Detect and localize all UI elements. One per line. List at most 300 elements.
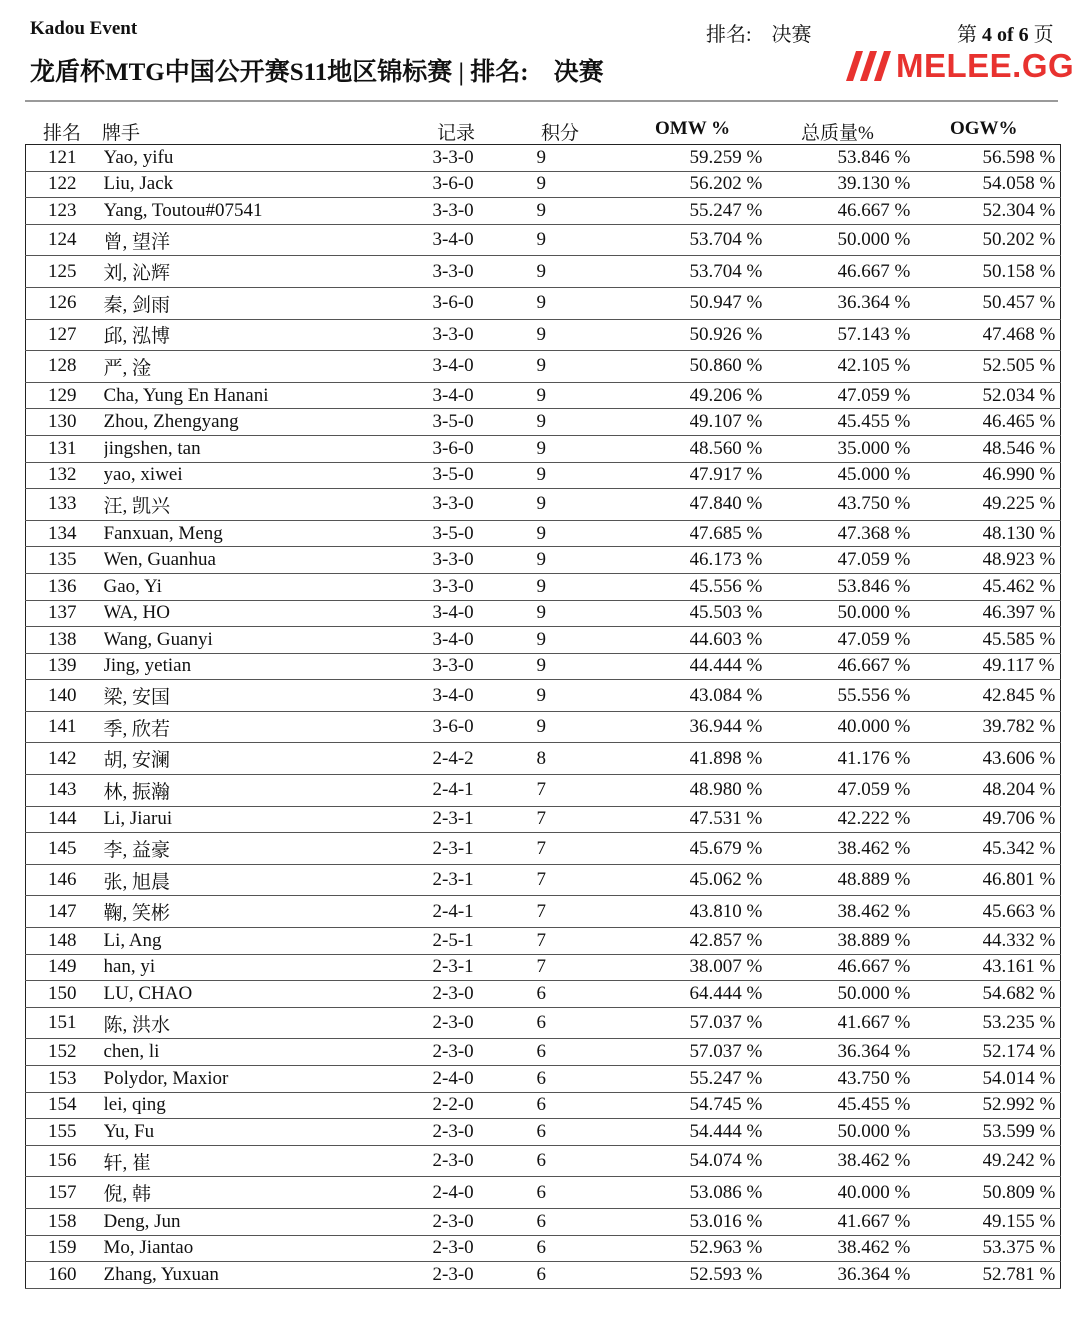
standings-table: [25, 144, 1061, 1289]
player-cell: LU, CHAO: [103, 983, 193, 1005]
total-quality-cell: 35.000 %: [837, 437, 911, 459]
page-title: 龙盾杯MTG中国公开赛S11地区锦标赛 | 排名: 决赛: [30, 59, 604, 86]
rank-cell: 132: [48, 464, 77, 486]
rank-cell: 123: [48, 199, 77, 221]
table-row: [26, 462, 1061, 489]
player-cell: 胡, 安澜: [103, 750, 171, 772]
points-cell: 6: [536, 1263, 546, 1285]
player-cell: 鞠, 笑彬: [103, 903, 171, 925]
player-cell: 张, 旭晨: [103, 871, 171, 893]
player-cell: 陈, 洪水: [103, 1014, 171, 1036]
omw-cell: 36.944 %: [689, 716, 763, 738]
page-suffix: 页: [1033, 24, 1054, 46]
rank-cell: 139: [48, 655, 77, 677]
total-quality-cell: 50.000 %: [837, 602, 911, 624]
ogw-cell: 46.465 %: [982, 411, 1056, 433]
total-quality-cell: 41.667 %: [837, 1012, 911, 1034]
omw-cell: 53.016 %: [689, 1210, 763, 1232]
player-cell: 严, 淦: [103, 357, 152, 379]
omw-cell: 45.062 %: [689, 869, 763, 891]
player-cell: Yang, Toutou#07541: [103, 199, 263, 221]
table-row: [26, 1066, 1061, 1093]
record-cell: 2-4-1: [432, 900, 474, 922]
rank-cell: 149: [48, 956, 77, 978]
player-cell: Zhang, Yuxuan: [103, 1263, 219, 1285]
player-cell: 邱, 泓博: [103, 326, 171, 348]
ogw-cell: 52.304 %: [982, 199, 1056, 221]
points-cell: 6: [536, 1041, 546, 1063]
omw-cell: 45.679 %: [689, 837, 763, 859]
rank-cell: 160: [48, 1263, 77, 1285]
table-row: [26, 896, 1061, 928]
points-cell: 9: [536, 522, 546, 544]
table-row: [26, 1177, 1061, 1209]
omw-cell: 43.084 %: [689, 684, 763, 706]
record-cell: 3-5-0: [432, 464, 474, 486]
record-cell: 2-3-0: [432, 1263, 474, 1285]
total-quality-cell: 46.667 %: [837, 956, 911, 978]
page-prefix: 第: [957, 24, 977, 46]
rank-cell: 159: [48, 1237, 77, 1259]
total-quality-cell: 36.364 %: [837, 1041, 911, 1063]
points-cell: 9: [536, 602, 546, 624]
player-cell: Polydor, Maxior: [103, 1067, 229, 1089]
record-cell: 3-4-0: [432, 684, 474, 706]
omw-cell: 57.037 %: [689, 1012, 763, 1034]
omw-cell: 47.531 %: [689, 808, 763, 830]
player-cell: Wang, Guanyi: [103, 628, 213, 650]
total-quality-cell: 46.667 %: [837, 655, 911, 677]
table-row: [26, 489, 1061, 521]
table-row: [26, 547, 1061, 574]
record-cell: 3-3-0: [432, 655, 474, 677]
total-quality-cell: 47.059 %: [837, 628, 911, 650]
ogw-cell: 48.130 %: [982, 522, 1056, 544]
omw-cell: 48.980 %: [689, 779, 763, 801]
player-cell: jingshen, tan: [103, 437, 201, 459]
total-quality-cell: 50.000 %: [837, 1120, 911, 1142]
table-row: [26, 653, 1061, 680]
page-indicator: [957, 18, 1054, 47]
ogw-cell: 46.397 %: [982, 602, 1056, 624]
omw-cell: 57.037 %: [689, 1041, 763, 1063]
melee-logo: [846, 48, 1074, 84]
omw-cell: 54.444 %: [689, 1120, 763, 1142]
rank-cell: 145: [48, 837, 77, 859]
ogw-cell: 56.598 %: [982, 146, 1056, 168]
table-row: [26, 864, 1061, 896]
record-cell: 2-3-0: [432, 1041, 474, 1063]
omw-cell: 64.444 %: [689, 983, 763, 1005]
ogw-cell: 50.457 %: [982, 292, 1056, 314]
rank-cell: 144: [48, 808, 77, 830]
points-cell: 7: [536, 808, 546, 830]
event-name: Kadou Event: [30, 18, 138, 39]
table-row: [26, 1208, 1061, 1235]
rank-cell: 128: [48, 355, 77, 377]
total-quality-cell: 40.000 %: [837, 716, 911, 738]
points-cell: 9: [536, 411, 546, 433]
player-cell: Li, Jiarui: [103, 808, 173, 830]
points-cell: 7: [536, 956, 546, 978]
ogw-cell: 47.468 %: [982, 323, 1056, 345]
table-row: [26, 382, 1061, 409]
points-cell: 9: [536, 292, 546, 314]
ogw-cell: 49.242 %: [982, 1150, 1056, 1172]
record-cell: 3-6-0: [432, 292, 474, 314]
points-cell: 7: [536, 779, 546, 801]
player-cell: 倪, 韩: [103, 1184, 152, 1206]
omw-cell: 50.947 %: [689, 292, 763, 314]
omw-cell: 52.593 %: [689, 1263, 763, 1285]
total-quality-cell: 39.130 %: [837, 173, 911, 195]
points-cell: 6: [536, 1120, 546, 1142]
rank-cell: 136: [48, 575, 77, 597]
total-quality-cell: 40.000 %: [837, 1181, 911, 1203]
points-cell: 9: [536, 437, 546, 459]
points-cell: 7: [536, 900, 546, 922]
record-cell: 3-6-0: [432, 173, 474, 195]
record-cell: 3-4-0: [432, 602, 474, 624]
rank-cell: 143: [48, 779, 77, 801]
player-cell: Liu, Jack: [103, 173, 174, 195]
col-rank: 排名: [43, 123, 82, 144]
total-quality-cell: 50.000 %: [837, 229, 911, 251]
record-cell: 3-4-0: [432, 384, 474, 406]
record-cell: 3-4-0: [432, 628, 474, 650]
omw-cell: 45.503 %: [689, 602, 763, 624]
table-row: [26, 627, 1061, 654]
total-quality-cell: 47.059 %: [837, 384, 911, 406]
table-row: [26, 833, 1061, 865]
points-cell: 9: [536, 464, 546, 486]
total-quality-cell: 47.059 %: [837, 549, 911, 571]
ogw-cell: 52.781 %: [982, 1263, 1056, 1285]
total-quality-cell: 36.364 %: [837, 1263, 911, 1285]
table-row: [26, 600, 1061, 627]
points-cell: 6: [536, 1094, 546, 1116]
ogw-cell: 39.782 %: [982, 716, 1056, 738]
player-cell: 曾, 望洋: [103, 231, 171, 253]
ogw-cell: 43.606 %: [982, 747, 1056, 769]
table-row: [26, 743, 1061, 775]
omw-cell: 46.173 %: [689, 549, 763, 571]
record-cell: 2-2-0: [432, 1094, 474, 1116]
player-cell: Gao, Yi: [103, 575, 162, 597]
rank-cell: 134: [48, 522, 77, 544]
ogw-cell: 48.546 %: [982, 437, 1056, 459]
record-cell: 2-3-0: [432, 983, 474, 1005]
ogw-cell: 44.332 %: [982, 929, 1056, 951]
rank-cell: 152: [48, 1041, 77, 1063]
player-cell: yao, xiwei: [103, 464, 183, 486]
omw-cell: 50.926 %: [689, 323, 763, 345]
player-cell: 季, 欣若: [103, 718, 171, 740]
total-quality-cell: 43.750 %: [837, 493, 911, 515]
points-cell: 6: [536, 1237, 546, 1259]
record-cell: 3-3-0: [432, 493, 474, 515]
player-cell: WA, HO: [103, 602, 170, 624]
rank-cell: 150: [48, 983, 77, 1005]
points-cell: 9: [536, 229, 546, 251]
ogw-cell: 48.923 %: [982, 549, 1056, 571]
table-row: [26, 1235, 1061, 1262]
record-cell: 3-3-0: [432, 549, 474, 571]
table-row: [26, 1119, 1061, 1146]
omw-cell: 42.857 %: [689, 929, 763, 951]
record-cell: 3-6-0: [432, 716, 474, 738]
total-quality-cell: 38.462 %: [837, 1150, 911, 1172]
table-row: [26, 1007, 1061, 1039]
table-row: [26, 145, 1061, 172]
ogw-cell: 49.155 %: [982, 1210, 1056, 1232]
ogw-cell: 54.682 %: [982, 983, 1056, 1005]
rank-cell: 142: [48, 747, 77, 769]
record-cell: 2-3-0: [432, 1237, 474, 1259]
page-total: 6: [1018, 24, 1029, 46]
points-cell: 9: [536, 173, 546, 195]
omw-cell: 55.247 %: [689, 199, 763, 221]
player-cell: han, yi: [103, 956, 156, 978]
total-quality-cell: 45.455 %: [837, 411, 911, 433]
omw-cell: 48.560 %: [689, 437, 763, 459]
omw-cell: 59.259 %: [689, 146, 763, 168]
table-row: [26, 520, 1061, 547]
points-cell: 9: [536, 575, 546, 597]
rank-cell: 147: [48, 900, 77, 922]
ogw-cell: 45.585 %: [982, 628, 1056, 650]
page-current: 4: [982, 24, 992, 46]
table-row: [26, 171, 1061, 198]
rank-cell: 127: [48, 323, 77, 345]
ogw-cell: 45.663 %: [982, 900, 1056, 922]
ogw-cell: 48.204 %: [982, 779, 1056, 801]
player-cell: Yu, Fu: [103, 1120, 155, 1142]
player-cell: chen, li: [103, 1041, 160, 1063]
player-cell: Deng, Jun: [103, 1210, 181, 1232]
record-cell: 2-3-0: [432, 1210, 474, 1232]
table-row: [26, 1262, 1061, 1289]
player-cell: 李, 益豪: [103, 840, 171, 862]
total-quality-cell: 38.462 %: [837, 1237, 911, 1259]
record-cell: 2-3-0: [432, 1120, 474, 1142]
player-cell: lei, qing: [103, 1094, 166, 1116]
col-player: 牌手: [102, 123, 141, 144]
record-cell: 3-3-0: [432, 199, 474, 221]
points-cell: 9: [536, 549, 546, 571]
omw-cell: 54.745 %: [689, 1094, 763, 1116]
rank-cell: 156: [48, 1150, 77, 1172]
total-quality-cell: 46.667 %: [837, 260, 911, 282]
omw-cell: 50.860 %: [689, 355, 763, 377]
omw-cell: 47.840 %: [689, 493, 763, 515]
points-cell: 8: [536, 747, 546, 769]
player-cell: Cha, Yung En Hanani: [103, 384, 269, 406]
player-cell: 刘, 沁辉: [103, 263, 171, 285]
ogw-cell: 45.462 %: [982, 575, 1056, 597]
total-quality-cell: 47.059 %: [837, 779, 911, 801]
omw-cell: 38.007 %: [689, 956, 763, 978]
ogw-cell: 54.058 %: [982, 173, 1056, 195]
points-cell: 9: [536, 355, 546, 377]
total-quality-cell: 47.368 %: [837, 522, 911, 544]
player-cell: Fanxuan, Meng: [103, 522, 223, 544]
rank-cell: 148: [48, 929, 77, 951]
table-row: [26, 287, 1061, 319]
omw-cell: 53.086 %: [689, 1181, 763, 1203]
record-cell: 3-4-0: [432, 229, 474, 251]
points-cell: 6: [536, 1181, 546, 1203]
rank-cell: 129: [48, 384, 77, 406]
ranking-label: 排名: 决赛: [706, 24, 812, 46]
omw-cell: 56.202 %: [689, 173, 763, 195]
record-cell: 2-4-1: [432, 779, 474, 801]
table-row: [26, 351, 1061, 383]
rank-cell: 157: [48, 1181, 77, 1203]
rank-cell: 141: [48, 716, 77, 738]
rank-cell: 122: [48, 173, 77, 195]
rank-cell: 151: [48, 1012, 77, 1034]
player-cell: 汪, 凯兴: [103, 495, 171, 517]
player-cell: 轩, 崔: [103, 1152, 152, 1174]
record-cell: 3-6-0: [432, 437, 474, 459]
rank-cell: 121: [48, 146, 77, 168]
ogw-cell: 49.706 %: [982, 808, 1056, 830]
ogw-cell: 54.014 %: [982, 1067, 1056, 1089]
omw-cell: 44.444 %: [689, 655, 763, 677]
points-cell: 9: [536, 260, 546, 282]
omw-cell: 47.685 %: [689, 522, 763, 544]
player-cell: Zhou, Zhengyang: [103, 411, 239, 433]
table-row: [26, 256, 1061, 288]
col-record: 记录: [437, 123, 476, 144]
points-cell: 9: [536, 493, 546, 515]
total-quality-cell: 43.750 %: [837, 1067, 911, 1089]
player-cell: Yao, yifu: [103, 146, 174, 168]
rank-cell: 135: [48, 549, 77, 571]
points-cell: 9: [536, 628, 546, 650]
ogw-cell: 52.992 %: [982, 1094, 1056, 1116]
record-cell: 2-3-1: [432, 869, 474, 891]
table-row: [26, 775, 1061, 807]
record-cell: 3-5-0: [432, 411, 474, 433]
record-cell: 2-3-1: [432, 837, 474, 859]
points-cell: 6: [536, 1150, 546, 1172]
omw-cell: 54.074 %: [689, 1150, 763, 1172]
col-total-quality: 总质量%: [801, 123, 874, 144]
record-cell: 2-4-0: [432, 1067, 474, 1089]
ogw-cell: 50.809 %: [982, 1181, 1056, 1203]
total-quality-cell: 38.889 %: [837, 929, 911, 951]
ogw-cell: 50.158 %: [982, 260, 1056, 282]
points-cell: 9: [536, 684, 546, 706]
table-row: [26, 711, 1061, 743]
header-divider: [25, 100, 1058, 102]
table-row: [26, 954, 1061, 981]
rank-cell: 146: [48, 869, 77, 891]
total-quality-cell: 41.667 %: [837, 1210, 911, 1232]
points-cell: 6: [536, 1067, 546, 1089]
player-cell: Li, Ang: [103, 929, 162, 951]
ogw-cell: 45.342 %: [982, 837, 1056, 859]
col-omw: OMW %: [655, 118, 731, 139]
player-cell: 林, 振瀚: [103, 781, 171, 803]
omw-cell: 53.704 %: [689, 260, 763, 282]
ogw-cell: 52.174 %: [982, 1041, 1056, 1063]
record-cell: 2-3-0: [432, 1150, 474, 1172]
ogw-cell: 42.845 %: [982, 684, 1056, 706]
total-quality-cell: 45.455 %: [837, 1094, 911, 1116]
rank-cell: 124: [48, 229, 77, 251]
ogw-cell: 52.505 %: [982, 355, 1056, 377]
player-cell: 梁, 安国: [103, 687, 171, 709]
total-quality-cell: 45.000 %: [837, 464, 911, 486]
points-cell: 9: [536, 199, 546, 221]
omw-cell: 49.107 %: [689, 411, 763, 433]
table-row: [26, 1039, 1061, 1066]
ogw-cell: 49.117 %: [982, 655, 1055, 677]
table-row: [26, 573, 1061, 600]
points-cell: 6: [536, 1210, 546, 1232]
rank-cell: 138: [48, 628, 77, 650]
table-row: [26, 319, 1061, 351]
omw-cell: 41.898 %: [689, 747, 763, 769]
total-quality-cell: 53.846 %: [837, 575, 911, 597]
total-quality-cell: 42.105 %: [837, 355, 911, 377]
slashes-icon: [846, 51, 892, 81]
rank-cell: 140: [48, 684, 77, 706]
logo-text: MELEE.GG: [896, 47, 1075, 84]
player-cell: Wen, Guanhua: [103, 549, 216, 571]
rank-cell: 126: [48, 292, 77, 314]
record-cell: 2-3-0: [432, 1012, 474, 1034]
record-cell: 2-3-1: [432, 956, 474, 978]
rank-cell: 137: [48, 602, 77, 624]
points-cell: 7: [536, 837, 546, 859]
points-cell: 7: [536, 929, 546, 951]
rank-cell: 131: [48, 437, 77, 459]
points-cell: 9: [536, 146, 546, 168]
rank-cell: 154: [48, 1094, 77, 1116]
points-cell: 9: [536, 716, 546, 738]
player-cell: Jing, yetian: [103, 655, 192, 677]
total-quality-cell: 42.222 %: [837, 808, 911, 830]
table-row: [26, 1092, 1061, 1119]
total-quality-cell: 36.364 %: [837, 292, 911, 314]
ogw-cell: 52.034 %: [982, 384, 1056, 406]
table-row: [26, 435, 1061, 462]
record-cell: 3-3-0: [432, 575, 474, 597]
omw-cell: 52.963 %: [689, 1237, 763, 1259]
record-cell: 3-3-0: [432, 323, 474, 345]
total-quality-cell: 41.176 %: [837, 747, 911, 769]
points-cell: 7: [536, 869, 546, 891]
ogw-cell: 53.235 %: [982, 1012, 1056, 1034]
points-cell: 6: [536, 1012, 546, 1034]
rank-cell: 125: [48, 260, 77, 282]
total-quality-cell: 57.143 %: [837, 323, 911, 345]
table-row: [26, 224, 1061, 256]
record-cell: 3-5-0: [432, 522, 474, 544]
rank-cell: 153: [48, 1067, 77, 1089]
table-row: [26, 928, 1061, 955]
ogw-cell: 53.599 %: [982, 1120, 1056, 1142]
ogw-cell: 43.161 %: [982, 956, 1056, 978]
rank-cell: 133: [48, 493, 77, 515]
omw-cell: 53.704 %: [689, 229, 763, 251]
omw-cell: 47.917 %: [689, 464, 763, 486]
total-quality-cell: 46.667 %: [837, 199, 911, 221]
